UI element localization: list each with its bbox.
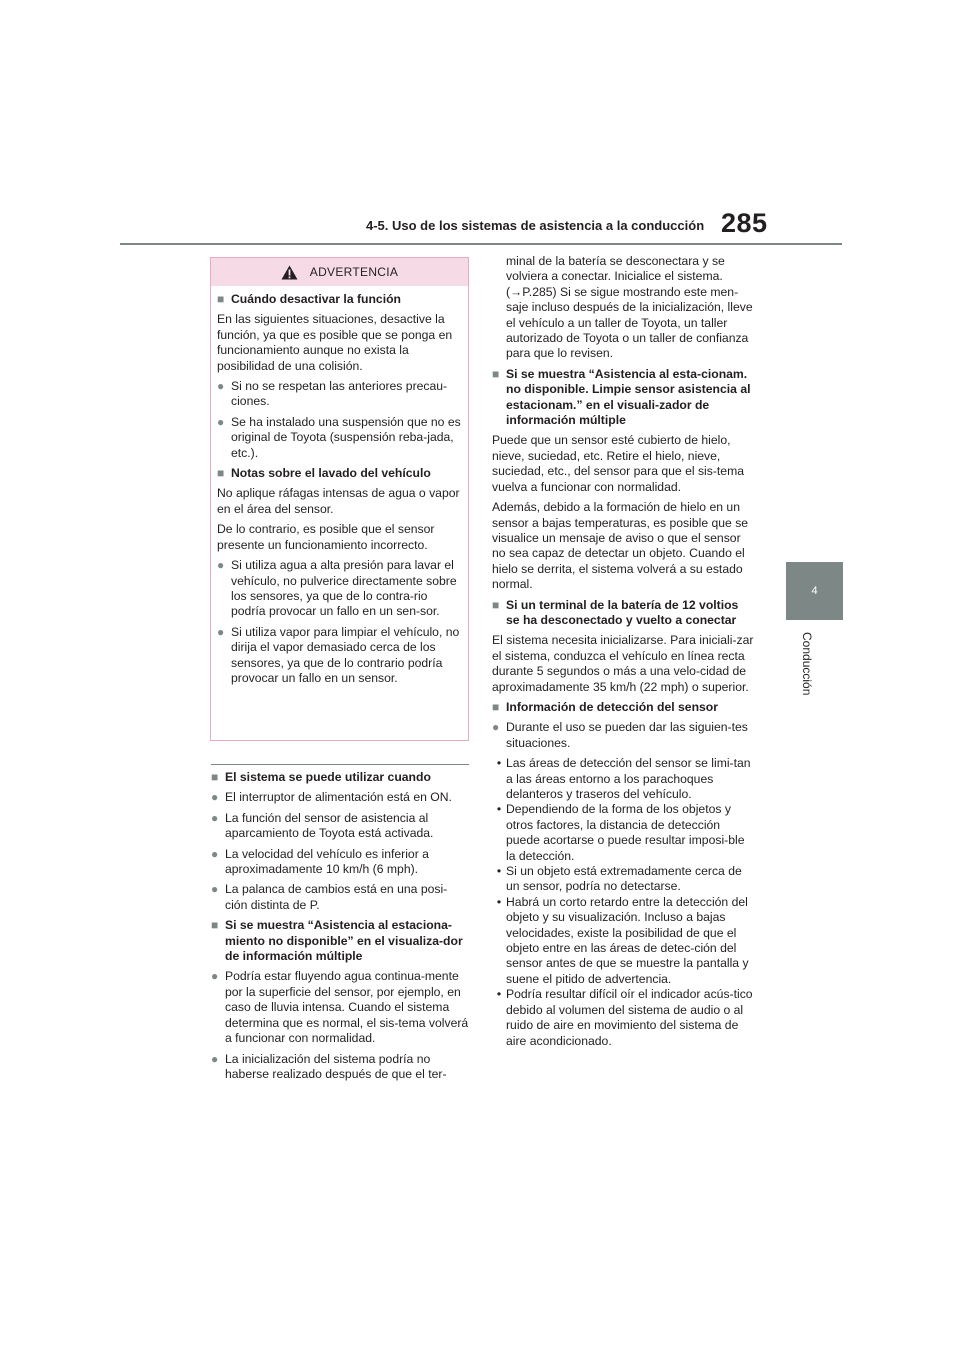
circle-bullet-icon: ● [211, 810, 219, 825]
sub-list-item: • Habrá un corto retardo entre la detección del objeto y su visualización. Incluso a bajas velocidades, existe la posibilidad de que el objeto entre en las áreas de detec-ción del sensor antes de que se muestre la pantalla y suene el pitido de advertencia. [496, 894, 749, 986]
circle-bullet-icon: ● [211, 790, 219, 805]
chapter-number: 4 [811, 585, 818, 597]
sub-list-item: • Las áreas de detección del sensor se limi-tan a las áreas entorno a los parachoques delanteros y traseros del vehículo. [496, 756, 751, 801]
list-item: ● Podría estar fluyendo agua continua-mente por la superficie del sensor, por ejemplo, en caso de lluvia intensa. Cuando el sistema determina que es normal, el sis-tema volverá a funcionar con normalidad. [211, 969, 469, 1046]
square-bullet-icon: ■ [492, 597, 500, 612]
section-heading: ■ El sistema se puede utilizar cuando [211, 770, 431, 784]
list-item: ● Durante el uso se pueden dar las siguien-tes situaciones. [492, 720, 748, 750]
square-bullet-icon: ■ [217, 292, 225, 306]
circle-bullet-icon: ● [211, 882, 219, 897]
chapter-tab [786, 562, 843, 620]
circle-bullet-icon: ● [217, 414, 225, 429]
page-number: 285 [721, 208, 768, 238]
circle-bullet-icon: ● [217, 624, 225, 639]
list-item: ● El interruptor de alimentación está en ON. [211, 790, 452, 805]
sub-list-item: • Podría resultar difícil oír el indicador acús-tico debido al volumen del sistema de audio o al ruido de aire en movimiento del sistema de aire acondicionado. [496, 987, 753, 1048]
circle-bullet-icon: ● [492, 720, 500, 735]
paragraph: Además, debido a la formación de hielo en un sensor a bajas temperaturas, es posible que se visualice un mensaje de aviso o que el sensor no sea capaz de detectar un objeto. Cuando el hielo se derrita, el sistema volverá a su estado normal. [492, 500, 749, 592]
section-heading: ■ Información de detección del sensor [492, 699, 718, 714]
list-item: ● La función del sensor de asistencia al aparcamiento de Toyota está activada. [211, 810, 434, 841]
continued-paragraph: minal de la batería se desconectara y se volviera a conectar. Inicialice el sistema. (→P.285) Si se sigue mostrando este men-saje incluso después de la inicialización, lleve el vehículo a un taller de Toyota, un taller autorizado de Toyota o un taller de confianza para que lo revisen. [506, 254, 753, 361]
warning-header [211, 258, 468, 286]
warning-bullet: ● Si utiliza vapor para limpiar el vehículo, no dirija el vapor demasiado cerca de los sensores, ya que de lo contrario podría provocar un fallo en un sensor. [217, 624, 460, 685]
circle-bullet-icon: ● [217, 379, 225, 394]
warning-body [211, 286, 468, 686]
section-heading: ■ Si se muestra “Asistencia al estaciona-miento no disponible” en el visualiza-dor de información múltiple [211, 918, 463, 964]
paragraph: Puede que un sensor esté cubierto de hielo, nieve, suciedad, etc. Retire el hielo, nieve, suciedad, etc., del sensor para que el sis-tema vuelva a funcionar con normalidad. [492, 433, 745, 494]
paragraph: El sistema necesita inicializarse. Para iniciali-zar el sistema, conduzca el vehículo en línea recta durante 5 segundos o más a una velo-cidad de aproximadamente 35 km/h (22 mph) o superior. [492, 633, 754, 694]
left-column [211, 764, 469, 1087]
warning-bullet: ● Si utiliza agua a alta presión para lavar el vehículo, no pulverice directamente sobre los sensores, ya que de lo contra-rio podría provocar un fallo en un sen-sor. [217, 558, 457, 619]
header-rule [120, 243, 842, 245]
list-item: ● La velocidad del vehículo es inferior a aproximadamente 10 km/h (6 mph). [211, 846, 429, 877]
warning-paragraph: En las siguientes situaciones, desactive la función, ya que es posible que se ponga en funcionamiento aunque no exista la posibilidad de una colisión. [217, 312, 453, 373]
sub-list-item: • Dependiendo de la forma de los objetos y otros factores, la distancia de detección puede acortarse o puede resultar imposi-ble la detección. [496, 802, 745, 863]
square-bullet-icon: ■ [211, 770, 219, 784]
warning-paragraph: De lo contrario, es posible que el sensor presente un funcionamiento incorrecto. [217, 522, 435, 552]
section-divider [211, 764, 469, 765]
warning-heading: ■ Cuándo desactivar la función [217, 292, 401, 306]
sub-list-item: • Si un objeto está extremadamente cerca de un sensor, podría no detectarse. [496, 864, 742, 894]
circle-bullet-icon: ● [217, 558, 225, 573]
chapter-label: Conducción [800, 632, 814, 696]
section-heading: ■ Si se muestra “Asistencia al esta-cionam. no disponible. Limpie sensor asistencia al estacionam.” en el visuali-zador de información múltiple [492, 366, 751, 428]
section-heading: ■ Si un terminal de la batería de 12 voltios se ha desconectado y vuelto a conectar [492, 597, 739, 627]
circle-bullet-icon: ● [211, 846, 219, 861]
section-title: 4-5. Uso de los sistemas de asistencia a la conducción [366, 218, 705, 233]
circle-bullet-icon: ● [211, 969, 219, 984]
warning-paragraph: No aplique ráfagas intensas de agua o vapor en el área del sensor. [217, 486, 460, 516]
list-item: ● La inicialización del sistema podría no haberse realizado después de que el ter- [211, 1051, 447, 1081]
square-bullet-icon: ■ [492, 699, 500, 714]
square-bullet-icon: ■ [492, 366, 500, 381]
square-bullet-icon: ■ [217, 466, 225, 481]
warning-box [210, 257, 469, 741]
circle-bullet-icon: ● [211, 1051, 219, 1066]
list-item: ● La palanca de cambios está en una posi-ción distinta de P. [211, 882, 448, 912]
right-column [492, 254, 754, 1049]
warning-heading: ■ Notas sobre el lavado del vehículo [217, 466, 431, 481]
square-bullet-icon: ■ [211, 918, 219, 933]
warning-title: ADVERTENCIA [309, 265, 399, 279]
warning-triangle-icon [281, 265, 298, 280]
warning-bullet: ● Si no se respetan las anteriores precau-ciones. [217, 379, 448, 409]
warning-bullet: ● Se ha instalado una suspensión que no es original de Toyota (suspensión reba-jada, etc.). [217, 414, 461, 460]
